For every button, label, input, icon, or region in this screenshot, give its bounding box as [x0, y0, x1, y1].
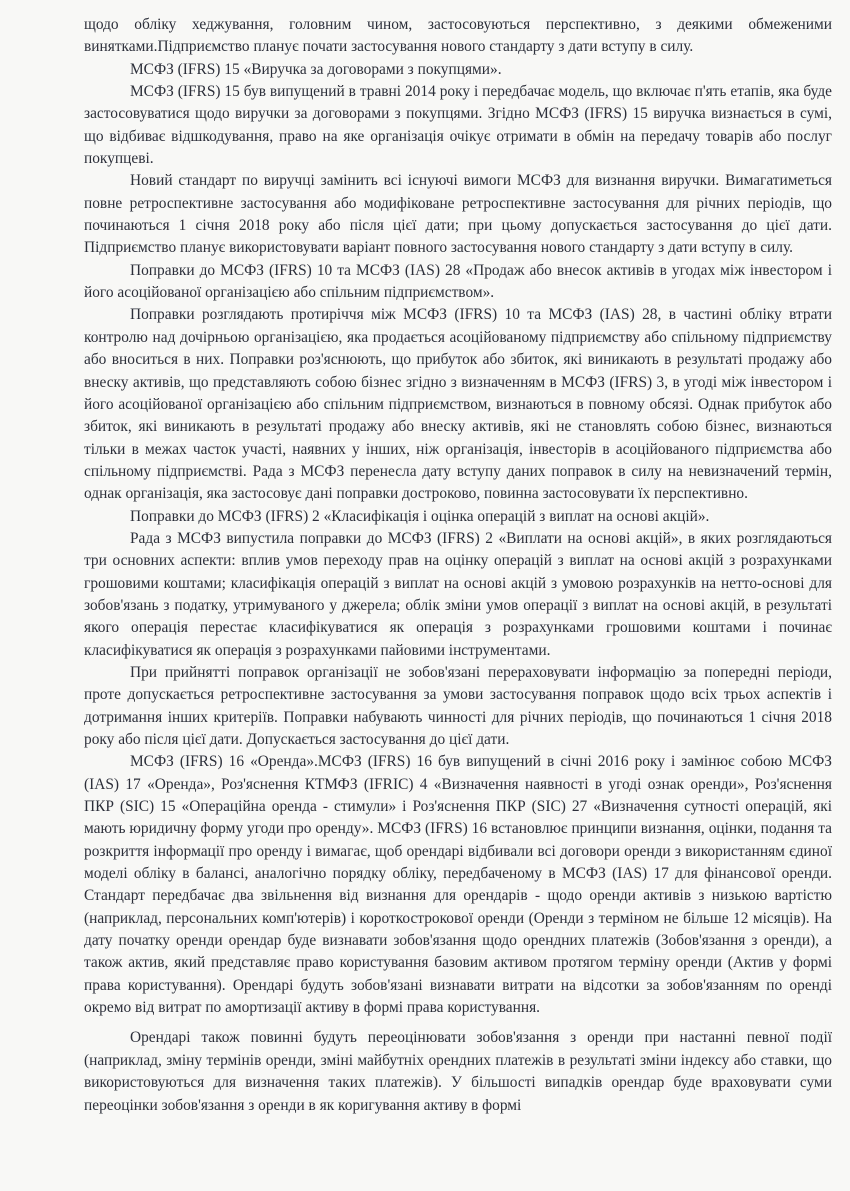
paragraph-ifrs16: МСФЗ (IFRS) 16 «Оренда».МСФЗ (IFRS) 16 був випущений в січні 2016 року і замінює собою МСФЗ (IAS) 17 «Оренда», Роз'яснення КТМФЗ (IFRIC) 4 «Визначення наявності в угоді ознак оренди», Роз'яснення ПКР (SIC) 15 «Операційна оренда - стимули» і Роз'яснення ПКР (SIC) 27 «Визначення сутності операцій, які мають юридичну форму угоди про оренду». МСФЗ (IFRS) 16 встановлює принципи визнання, оцінки, подання та розкриття інформації про оренду і вимагає, щоб орендарі відбивали всі договори оренди з використанням єдиної моделі обліку в балансі, аналогічно порядку обліку, передбаченому в МСФЗ (IAS) 17 для фінансової оренди. Стандарт передбачає два звільнення від визнання для орендарів - щодо оренди активів з низькою вартістю (наприклад, персональних комп'ютерів) і короткострокової оренди (Оренди з терміном не більше 12 місяців). На дату початку оренди орендар буде визнавати зобов'язання щодо орендних платежів (Зобов'язання з оренди), а також актив, який представляє право користування базовим активом протягом терміну оренди (Актив у формі права користування). Орендарі будуть зобов'язані визнавати витрати на відсотки за зобов'язанням по оренді окремо від витрат по амортизації активу в формі права користування. [84, 753, 832, 1017]
paragraph-ifrs10-ias28: Поправки розглядають протиріччя між МСФЗ (IFRS) 10 та МСФЗ (IAS) 28, в частині обліку втрати контролю над дочірньою організацією, яка продається асоційованому підприємству або спільному підприємству або вноситься в них. Поправки роз'яснюють, що прибуток або збиток, які виникають в результаті продажу або внеску активів, що представляють собою бізнес згідно з визначенням в МСФЗ (IFRS) 3, в угоді між інвестором і його асоційованої організацією або спільним підприємством, визнаються в повному обсязі. Однак прибуток або збиток, які виникають в результаті продажу або внеску активів, які не становлять собою бізнес, визнаються тільки в межах часток участі, наявних у інших, ніж організація, інвесторів в асоційованого підприємства або спільному підприємстві. Рада з МСФЗ перенесла дату вступу даних поправок в силу на невизначений термін, однак організація, яка застосовує дані поправки достроково, повинна застосовувати їх перспективно. [84, 306, 832, 503]
paragraph-ifrs16-remeasurement: Орендарі також повинні будуть переоцінювати зобов'язання з оренди при настанні певної події (наприклад, зміну термінів оренди, зміні майбутніх орендних платежів в результаті зміни індексу або ставки, що використовуються для визначення таких платежів). У більшості випадків орендар буде враховувати суми переоцінки зобов'язання з оренди в як коригування активу в формі [84, 1029, 832, 1114]
paragraph-ifrs2-transition: При прийнятті поправок організації не зобов'язані перераховувати інформацію за попередні періоди, проте допускається ретроспективне застосування за умови застосування поправок щодо всіх трьох аспектів і дотримання інших критеріїв. Поправки набувають чинності для річних періодів, що починаються 1 січня 2018 року або після цієї дати. Допускається застосування до цієї дати. [84, 663, 832, 748]
paragraph-ifrs15-model: МСФЗ (IFRS) 15 був випущений в травні 2014 року і передбачає модель, що включає п'ять етапів, яка буде застосовуватися щодо виручки за договорами з покупцями. Згідно МСФЗ (IFRS) 15 виручка визнається в сумі, що відбиває відшкодування, право на яке організація очікує отримати в обмін на передачу товарів або послуг покупцеві. [84, 83, 832, 168]
paragraph-ifrs15-transition: Новий стандарт по виручці замінить всі існуючі вимоги МСФЗ для визнання виручки. Вимагатиметься повне ретроспективне застосування або модифіковане ретроспективне застосування для річних періодів, що починаються 1 січня 2018 року або після цієї дати; при цьому допускається застосування до цієї дати. Підприємство планує використовувати варіант повного застосування нового стандарту з дати вступу в силу. [84, 172, 832, 257]
paragraph-hedge-accounting: щодо обліку хеджування, головним чином, застосовуються перспективно, з деякими обмеженими винятками.Підприємство планує почати застосування нового стандарту з дати вступу в силу. [84, 16, 832, 56]
heading-ifrs2: Поправки до МСФЗ (IFRS) 2 «Класифікація і оцінка операцій з виплат на основі акцій». [130, 507, 710, 525]
paragraph-ifrs2-amendments: Рада з МСФЗ випустила поправки до МСФЗ (IFRS) 2 «Виплати на основі акцій», в яких розглядаються три основних аспекти: вплив умов переходу прав на оцінку операцій з виплат на основі акцій з розрахунками грошовими коштами; класифікація операцій з виплат на основі акцій з умовою розрахунків на нетто-основі для зобов'язань з податку, утримуваного у джерела; облік зміни умов операції з виплат на основі акцій, в результаті якого операція перестає класифікуватися як операція з розрахунками грошовими коштами і починає класифікуватися як операція з розрахунками пайовими інструментами. [84, 529, 832, 659]
heading-ifrs15: МСФЗ (IFRS) 15 «Виручка за договорами з покупцями». [130, 60, 502, 78]
heading-ifrs10-ias28: Поправки до МСФЗ (IFRS) 10 та МСФЗ (IAS) 28 «Продаж або внесок активів в угодах між інвестором і його асоційованої організацією або спільним підприємством». [84, 261, 832, 302]
